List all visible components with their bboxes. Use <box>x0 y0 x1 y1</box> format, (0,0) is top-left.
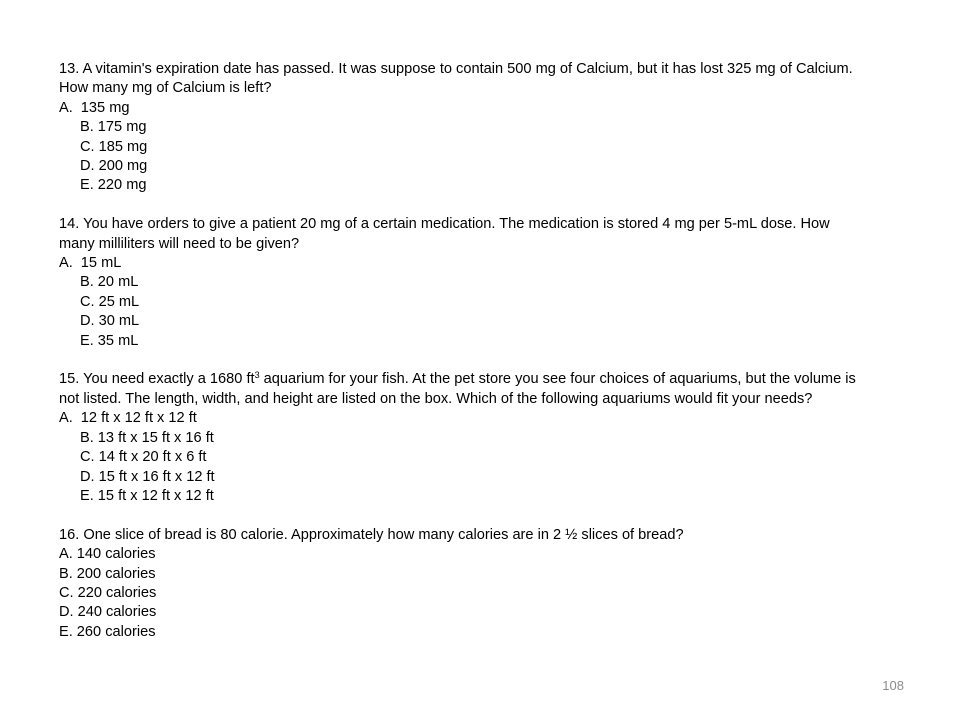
answer-option <box>59 138 859 157</box>
option-letter: E. <box>59 623 73 640</box>
question-13 <box>59 60 859 196</box>
question-stem <box>59 370 859 409</box>
answer-option <box>59 429 859 448</box>
answer-option <box>59 623 859 642</box>
answer-option <box>59 293 859 312</box>
superscript-exponent: 3 <box>254 370 260 381</box>
answer-option <box>59 448 859 467</box>
stem-text-after: aquarium for your fish. At the pet store you see four choices of aquariums, but the volume is not listed. The length, width, and height are listed on the box. Which of the following aquariums would fit your needs? <box>59 371 856 407</box>
option-letter: C. <box>80 449 95 466</box>
option-letter: C. <box>80 138 95 155</box>
option-letter: C. <box>59 584 74 601</box>
question-15 <box>59 370 859 506</box>
answer-option <box>59 468 859 487</box>
answer-option <box>59 603 859 622</box>
slide-content <box>59 60 859 642</box>
page-number: 108 <box>882 678 904 693</box>
option-letter: B. <box>80 119 94 136</box>
option-letter: E. <box>80 332 94 349</box>
option-value: 12 ft x 12 ft x 12 ft <box>80 410 197 427</box>
question-14 <box>59 215 859 351</box>
option-letter: A. <box>59 255 73 272</box>
option-value: 135 mg <box>80 99 130 116</box>
option-letter: A. <box>59 99 73 116</box>
answer-option <box>59 545 859 564</box>
option-value: 240 calories <box>77 604 157 621</box>
option-value: 220 mg <box>97 177 147 194</box>
option-value: 15 ft x 16 ft x 12 ft <box>98 468 215 485</box>
question-stem: 16. One slice of bread is 80 calorie. Approximately how many calories are in 2 ½ slices of bread? <box>59 526 684 543</box>
option-letter: A. <box>59 410 73 427</box>
question-stem: 14. You have orders to give a patient 20 mg of a certain medication. The medication is stored 4 mg per 5-mL dose. How many milliliters will need to be given? <box>59 216 830 252</box>
answer-option <box>59 584 859 603</box>
option-value: 185 mg <box>98 138 148 155</box>
answer-option <box>59 118 859 137</box>
option-value: 20 mL <box>97 274 139 291</box>
option-value: 175 mg <box>97 119 147 136</box>
answer-option <box>59 487 859 506</box>
answer-option <box>59 332 859 351</box>
option-value: 15 ft x 12 ft x 12 ft <box>97 487 214 504</box>
option-letter: D. <box>59 604 74 621</box>
answer-option <box>59 157 859 176</box>
answer-options <box>59 254 859 351</box>
option-value: 14 ft x 20 ft x 6 ft <box>98 449 207 466</box>
answer-option <box>59 254 859 273</box>
option-value: 35 mL <box>97 332 139 349</box>
answer-options <box>59 545 859 642</box>
option-letter: D. <box>80 158 95 175</box>
answer-option <box>59 565 859 584</box>
option-value: 260 calories <box>76 623 156 640</box>
option-value: 200 mg <box>98 158 148 175</box>
answer-option <box>59 409 859 428</box>
answer-option <box>59 273 859 292</box>
question-16 <box>59 526 859 642</box>
stem-text-before: 15. You need exactly a 1680 ft <box>59 371 255 388</box>
question-stem: 13. A vitamin's expiration date has passed. It was suppose to contain 500 mg of Calcium, but it has lost 325 mg of Calcium. How many mg of Calcium is left? <box>59 61 853 97</box>
option-letter: B. <box>80 429 94 446</box>
option-value: 13 ft x 15 ft x 16 ft <box>97 429 214 446</box>
option-value: 25 mL <box>98 293 140 310</box>
option-letter: D. <box>80 313 95 330</box>
answer-option <box>59 176 859 195</box>
option-value: 200 calories <box>76 565 156 582</box>
option-letter: C. <box>80 293 95 310</box>
answer-option <box>59 99 859 118</box>
answer-option <box>59 312 859 331</box>
option-value: 30 mL <box>98 313 140 330</box>
option-letter: E. <box>80 177 94 194</box>
answer-options <box>59 409 859 506</box>
option-letter: B. <box>59 565 73 582</box>
option-value: 15 mL <box>80 255 122 272</box>
answer-options <box>59 99 859 196</box>
option-value: 140 calories <box>76 546 156 563</box>
option-letter: B. <box>80 274 94 291</box>
option-letter: E. <box>80 487 94 504</box>
option-value: 220 calories <box>77 584 157 601</box>
option-letter: A. <box>59 546 73 563</box>
option-letter: D. <box>80 468 95 485</box>
